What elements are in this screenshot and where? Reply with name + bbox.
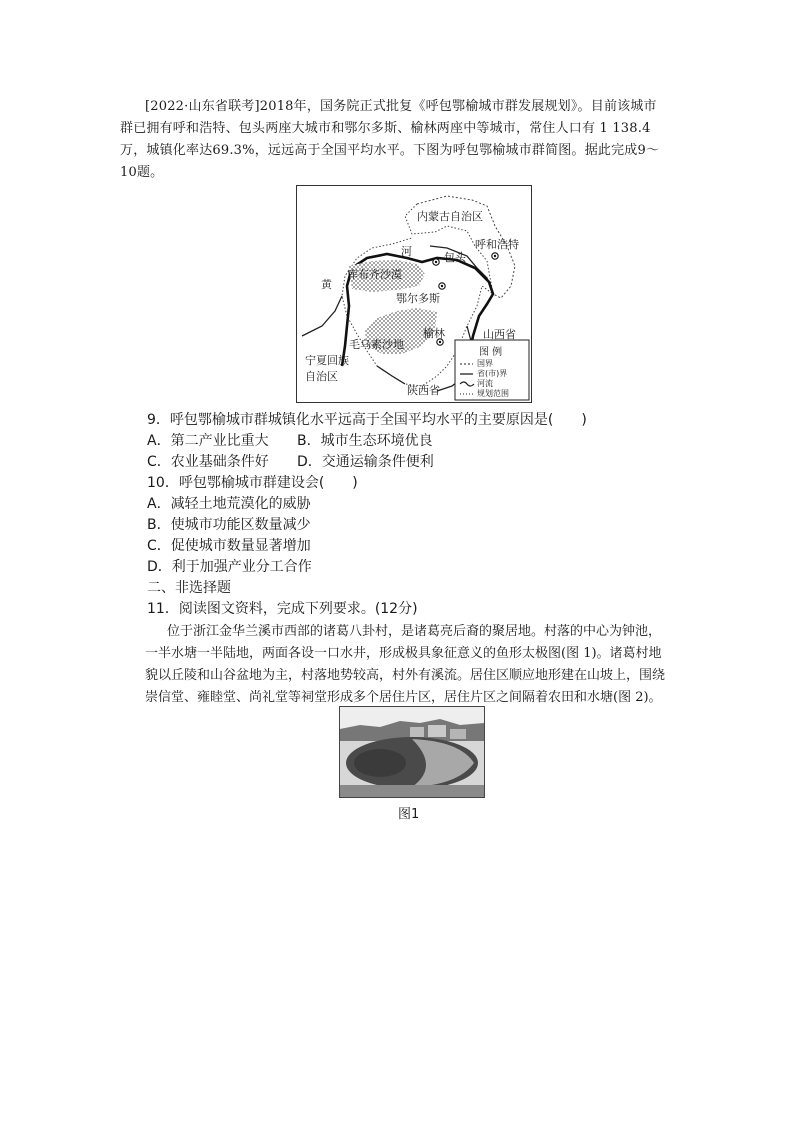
label-baotou: 包头: [444, 251, 466, 264]
label-kubuqi: 库布齐沙漠: [347, 268, 402, 281]
intro-line: [2022·山东省联考]2018年，国务院正式批复《呼包鄂榆城市群发展规划》。目前该城市: [145, 99, 657, 114]
question-9-options-row1: [147, 431, 433, 451]
label-ningxia-2: 自治区: [305, 370, 338, 383]
figure-1-caption: 图1: [398, 807, 420, 822]
option-10c: C．促使城市数量显著增加: [147, 538, 311, 554]
question-9-options-row2: [147, 452, 434, 472]
passage-line: 位于浙江金华兰溪市西部的诸葛八卦村，是诸葛亮后裔的聚居地。村落的中心为钟池，: [167, 624, 662, 639]
section-heading: 二、非选择题: [147, 580, 231, 596]
label-yulin: 榆林: [423, 327, 445, 340]
figure-1-photo: [339, 706, 485, 798]
province-border: [302, 296, 342, 336]
intro-paragraph: [120, 96, 665, 184]
legend-title: 图 例: [479, 347, 503, 358]
passage-line: 貌以丘陵和山谷盆地为主，村落地势较高，村外有溪流。居住区顺应地形建在山坡上，围绕: [145, 668, 666, 683]
legend-province-border: 省(市)界: [477, 369, 508, 378]
passage-line: 一半水塘一半陆地，两面各设一口水井，形成极具象征意义的鱼形太极图(图 1)。诸葛村地: [145, 646, 662, 661]
option-9d: D．交通运输条件便利: [297, 454, 434, 470]
question-9: 9．呼包鄂榆城市群城镇化水平远高于全国平均水平的主要原因是( ): [147, 412, 587, 428]
intro-line: 万，城镇化率达69.3%，远远高于全国平均水平。下图为呼包鄂榆城市群简图。据此完成9～: [120, 143, 660, 158]
intro-line: 10题。: [120, 165, 164, 180]
label-shaanxi: 陕西省: [407, 384, 440, 397]
passage: [145, 621, 675, 709]
label-ningxia: 宁夏回族: [305, 354, 349, 367]
province-border: [377, 366, 405, 384]
question-11: 11．阅读图文资料，完成下列要求。(12分): [147, 601, 418, 617]
passage-line: 崇信堂、雍睦堂、尚礼堂等祠堂形成多个居住片区，居住片区之间隔着农田和水塘(图 2)。: [145, 690, 662, 705]
intro-line: 群已拥有呼和浩特、包头两座大城市和鄂尔多斯、榆林两座中等城市，常住人口有 1 138.4: [120, 121, 651, 136]
legend-national-border: 国界: [477, 359, 493, 368]
option-9a: A．第二产业比重大: [147, 433, 269, 449]
label-maowusu: 毛乌素沙地: [349, 338, 404, 351]
label-huang: 黄: [321, 278, 332, 291]
option-10a: A．减轻土地荒漠化的威胁: [147, 496, 311, 512]
option-9c: C．农业基础条件好: [147, 454, 269, 470]
option-9b: B．城市生态环境优良: [297, 433, 433, 449]
option-10b: B．使城市功能区数量减少: [147, 517, 311, 533]
label-hohhot: 呼和浩特: [475, 238, 519, 251]
city-cluster-map: [296, 185, 532, 403]
label-shanxi: 山西省: [483, 328, 516, 341]
option-10d: D．利于加强产业分工合作: [147, 559, 312, 575]
legend-planning: 规划范围: [477, 389, 509, 398]
question-10: 10．呼包鄂榆城市群建设会( ): [147, 475, 358, 491]
label-ordos: 鄂尔多斯: [396, 292, 440, 305]
label-inner-mongolia: 内蒙古自治区: [417, 210, 483, 223]
legend-river: 河流: [477, 379, 493, 388]
label-river-he: 河: [401, 245, 412, 258]
